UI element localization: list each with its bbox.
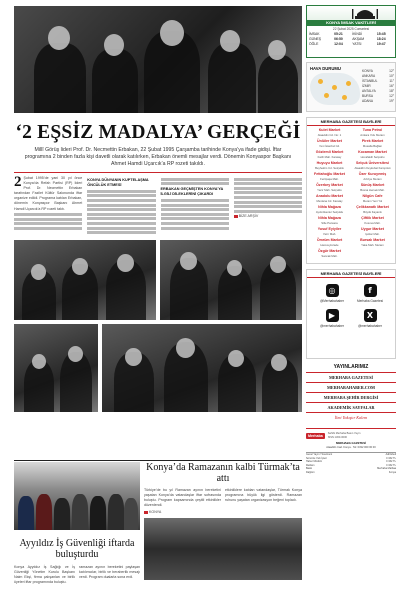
weather-title: HAVA DURUMU (310, 66, 341, 71)
social-title: MERHABA GAZETESİ BAYİLERİ (307, 270, 395, 278)
dealer-name: Kulet Market (318, 128, 341, 132)
story-ayyildiz-photo (14, 462, 140, 530)
sun-icon (332, 85, 337, 90)
dealer-name: Tuna Petrol (362, 128, 383, 132)
dealer-name: Sünüş Market (360, 183, 385, 187)
dealer-address: Yazır Mah. (322, 232, 337, 236)
article-lead-text: Şubat 1995’de yani 30 yıl önce Konya’da Refah Partisi (RP) lideri Prof. Dr. Necmettin Erbakan tarafından Fazilet Kültür Salonunda iftar organize edildi. Programa katılan Erbakan, dönemin Konyaspor Başkanı Ahmet Hamdi Uçarcık’a RP rozeti taktı. (14, 176, 83, 211)
dealer-address: Mevlana Cd. Karatay (316, 199, 343, 203)
imprint-row: Reklam 0 332 TL (306, 463, 396, 467)
dealer-address: Kosova Mah. (364, 221, 381, 225)
imprint-row: Dağıtım Konya (306, 470, 396, 474)
dealer-name: Özer Kuruyemiş (358, 172, 387, 176)
main-column (14, 6, 302, 412)
dealer-address: Aziziye Meram (363, 177, 382, 181)
dealer-item (309, 249, 350, 260)
dealer-item (309, 150, 350, 161)
publications-box (306, 364, 396, 423)
social-youtube[interactable]: ▶ @merhabahaber (320, 311, 344, 328)
section-divider (14, 460, 302, 461)
weather-row: ANKARA 10° (362, 74, 394, 78)
weather-row: KONYA 12° (362, 69, 394, 73)
weather-box (306, 62, 396, 112)
dealer-address: Yeni İstanbul Cd. (318, 144, 341, 148)
dealers-box (306, 117, 396, 264)
lead-photo (14, 6, 302, 113)
weather-row: ADANA 19° (362, 99, 394, 103)
dealer-address: Sille Parsana (321, 221, 338, 225)
divider (14, 172, 302, 173)
dealer-address: Yaka Mah. Meram (361, 243, 384, 247)
prayer-times-table (309, 32, 395, 47)
dealer-address: Hocafakih Selçuklu (360, 155, 385, 159)
dealer-name: Huyuyu Market (316, 161, 343, 165)
dealer-item (352, 150, 393, 161)
archive-photo-3 (14, 324, 98, 412)
article-column-3 (161, 176, 229, 236)
dealer-address: Işıklar Mah. (365, 232, 380, 236)
dealer-item (352, 238, 393, 249)
dealer-name: Ömrüm Market (316, 238, 343, 242)
dealer-item (309, 139, 350, 150)
dealer-name: Özgür Market (318, 249, 341, 253)
dealer-item (352, 205, 393, 216)
imprint-row: Baskı Merhaba Matbaa (306, 467, 396, 471)
dealer-name: Nihla Mağaza (318, 205, 341, 209)
dealers-grid (307, 126, 395, 263)
publications-title: YAYINLARIMIZ (306, 364, 396, 373)
dealer-name: Çelikkanatlı Market (356, 205, 389, 209)
dealers-title: MERHABA GAZETESİ BAYİLERİ (307, 118, 395, 126)
camera-icon (144, 511, 148, 514)
dealer-item (352, 161, 393, 172)
dealer-name: Gözlemli Market (315, 150, 344, 154)
article-columns (14, 176, 302, 236)
youtube-icon: ▶ (326, 309, 339, 322)
dealer-item (309, 205, 350, 216)
photo-credit: BİZE ARŞİV (234, 214, 302, 219)
dealer-address: Büyük Kayacık (363, 210, 382, 214)
dealer-address: Musalla Bağları (362, 144, 383, 148)
imprint-table (306, 452, 396, 474)
prayer-row: ÖĞLE 12:04 YATSI 19:47 (309, 42, 386, 46)
dealer-item (309, 128, 350, 139)
dealer-item (352, 139, 393, 150)
prayer-row: GÜNEŞ 06:50 AKŞAM 18:24 (309, 37, 386, 41)
story-turmak: Konya’da Ramazanın kalbi Türmak’ta attı Türkiye’de bu yıl Ramazan ayının bereketini yaşatan Konya’da vatandaşlar iftar sofrasında buluştu. Program kapsamında çeşitli etkinlikler düzenlendi. etkinliklere katılan vatandaşlar, Türmak Konya programına büyük ilgi gösterdi. Ramazan ruhunu yaşatan organizasyon beğeni topladı. KONYA (144, 462, 302, 580)
dealer-address: Beyhekim Cd. Selçuklu (315, 166, 344, 170)
prayer-times-date: 22 Şubat 2025 Cumartesi (332, 27, 370, 31)
turkey-map (310, 73, 360, 105)
dealer-name: Pirek Market (361, 139, 384, 143)
sidebar (306, 5, 396, 474)
dealer-name: Kocaman Market (358, 150, 387, 154)
x-icon: X (364, 309, 377, 322)
headline: ‘2 EŞSİZ MADALYA’ GERÇEĞİ (15, 122, 301, 143)
dealer-item (352, 183, 393, 194)
dealer-item (352, 194, 393, 205)
dealer-name: Fettahoğlu Market (314, 172, 345, 176)
article-subhead-2: ERBAKAN GEÇMİŞTEN KONYA’YA İLGİLİ DİLEKLERİNİ ÇIKARDI (160, 187, 224, 197)
sun-icon (324, 93, 329, 98)
dealer-address: Alaaddin Cd. No: 1 (317, 133, 342, 137)
article-column-4 (234, 176, 302, 236)
archive-photo-2 (160, 240, 302, 320)
dealer-item (309, 227, 350, 238)
instagram-icon: ◎ (326, 284, 339, 297)
prayer-row: İMSAK 05:21 İKİNDİ 15:45 (309, 32, 386, 36)
subheadline: Millî Görüş lideri Prof. Dr. Necmettin Erbakan, 22 Şubat 1995 Çarşamba tarihinde Konya’ya ifade gidişi. İftar programına 2 binden fazla kişi davetli olarak katılırken, Erbakan önemli mesajlar verdi. Dönemin Konyaspor Başkanı Ahmet Hamdi Uçarcık’a RP rozeti takıldı. (24, 147, 292, 167)
publication-item[interactable]: MERHABA ŞEHİR DERGİSİ (306, 393, 396, 403)
merhaba-logo: Merhaba (308, 433, 323, 438)
story-ayyildiz: Ayyıldız İş Güvenliği iftarda buluşturdu Konya Ayyıldız İş Sağlığı ve İş Güvenliği Yönetim Kurulu Başkanı Naim Ekşi, firma çalışanları ve birlik üyeleri iftar programında buluştu. ramazan ayının bereketini paylaşan katılımcılar, birlik ve beraberlik mesajı verdi. Program dualarla sona erdi. (14, 462, 140, 585)
imprint-box: Merhaba Sahibi Merhaba Basın Yayın ISSN 1300-0000 MERHABA GAZETESİ Alaaddin Cad. Konya · Tel: 0332 000 00 00 Genel Yayın Yönetmeni Adil Ebeli Sorumlu Yazı İşleri 0 332 TL Haber Müdürü 0 332 TL Reklam 0 332 TL Baskı Merhaba Matbaa Dağıtım Konya (306, 428, 396, 474)
story-turmak-photo (144, 518, 302, 580)
dealer-address: Hacıveyiszade (320, 243, 339, 247)
story-ayyildiz-headline: Ayyıldız İş Güvenliği iftarda buluşturdu (19, 538, 135, 560)
weather-row: BURSA 12° (362, 94, 394, 98)
sun-icon (342, 95, 347, 100)
weather-row: ANTALYA 18° (362, 89, 394, 93)
social-instagram[interactable]: ◎ @Merhabahaber (320, 286, 344, 303)
publication-item[interactable]: AKADEMİK SAYFALAR (306, 403, 396, 413)
dealer-item (352, 128, 393, 139)
publication-slogan: İlmi Yakıştır Kalem (334, 415, 368, 420)
sun-icon (346, 81, 351, 86)
dealer-item (309, 172, 350, 183)
story-turmak-headline: Konya’da Ramazanın kalbi Türmak’ta attı (146, 462, 300, 484)
archive-photo-1 (14, 240, 156, 320)
dealer-address: Fatih Mah. Karatay (317, 155, 342, 159)
dealer-name: Uygur Market (361, 227, 384, 231)
dealer-name: Anadolu Market (316, 194, 343, 198)
dealer-item (309, 194, 350, 205)
social-x[interactable]: X @merhabahaber (358, 311, 382, 328)
dealer-name: Yusuf Eyiyiler (317, 227, 342, 231)
dealer-item (352, 216, 393, 227)
imprint-address: MERHABA GAZETESİ Alaaddin Cad. Konya · Tel: 0332 000 00 00 (326, 441, 376, 449)
facebook-icon: f (364, 284, 377, 297)
dealer-item (352, 172, 393, 183)
dealer-name: Bursalı Market (360, 238, 385, 242)
dealer-address: Alaaddin Keykubat Kampüsü (354, 166, 391, 170)
weather-row: İSTANBUL 11° (362, 79, 394, 83)
social-box (306, 269, 396, 359)
dealer-address: Sancak Mah. (321, 254, 338, 258)
dealer-item (309, 183, 350, 194)
dealer-item (309, 161, 350, 172)
dealer-name: Nihla Mağaza (318, 216, 341, 220)
dropcap: 2 (14, 174, 22, 190)
dealer-address: Feritpaşa Mah. (320, 177, 339, 181)
prayer-times-box (306, 5, 396, 58)
dealer-address: Meram Yeni Yol (362, 199, 383, 203)
sun-icon (318, 79, 323, 84)
dealer-name: Nilgün Cafe (362, 194, 383, 198)
dealer-name: Özerbey Market (316, 183, 343, 187)
social-facebook[interactable]: f Merhaba Gazetesi (356, 286, 384, 303)
dealer-address: Bosna Hersek Mah. (360, 188, 385, 192)
dealer-name: Çiftlik Market (361, 216, 384, 220)
archive-photo-4 (102, 324, 302, 412)
mosque-icon (351, 7, 379, 19)
archive-photo-grid (14, 240, 302, 412)
article-subhead-1: KONYA DÜNYANIN KUPTELAŞMA ÖNCÜLÜK ETMESİ (87, 178, 149, 188)
dealer-address: Aydınlıkevler Selçuklu (315, 210, 344, 214)
weather-list (362, 69, 394, 104)
publication-item[interactable]: MERHABA GAZETESİ (306, 373, 396, 383)
dealer-item (309, 216, 350, 227)
imprint-row: Sorumlu Yazı İşleri 0 332 TL (306, 456, 396, 460)
publication-item[interactable]: MERHABAHABER.COM (306, 383, 396, 393)
imprint-row: Haber Müdürü 0 332 TL (306, 460, 396, 464)
weather-row: İZMİR 16° (362, 84, 394, 88)
camera-icon (234, 215, 238, 218)
imprint-row: Genel Yayın Yönetmeni Adil Ebeli (306, 453, 396, 457)
prayer-times-title: KONYA İMSAK VAKİTLERİ (307, 20, 395, 26)
dealer-address: Ankara Yolu Meram (360, 133, 385, 137)
dealer-name: Ünlüler Market (317, 139, 342, 143)
dealer-item (309, 238, 350, 249)
article-column-2 (87, 176, 155, 236)
article-column-1 (14, 176, 82, 236)
dealer-address: Yazır Mah. Selçuklu (317, 188, 342, 192)
story-turmak-credit: KONYA (144, 510, 302, 514)
dealer-item (352, 227, 393, 238)
dealer-name: Selçuk Üniversitesi (356, 161, 389, 165)
